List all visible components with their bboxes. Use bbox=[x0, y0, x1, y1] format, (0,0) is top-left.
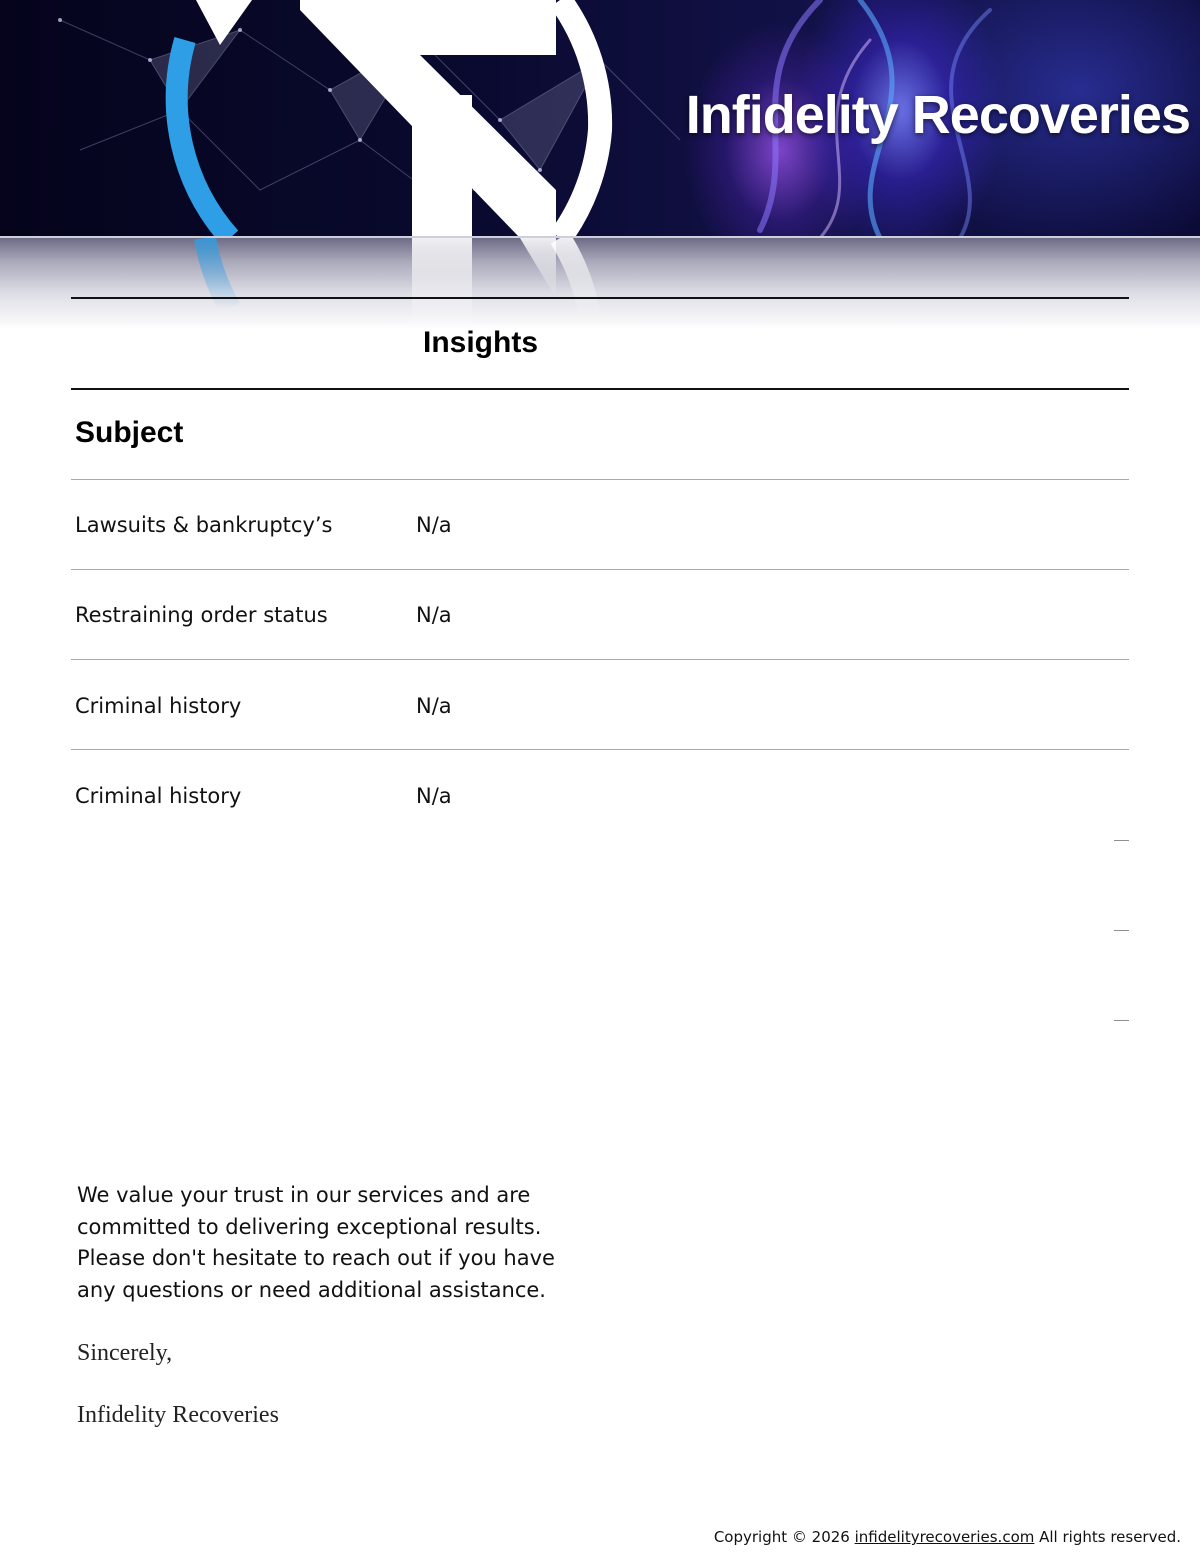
signature: Infidelity Recoveries bbox=[77, 1402, 279, 1428]
banner-reflection bbox=[0, 238, 1200, 330]
banner-title: Infidelity Recoveries bbox=[685, 85, 1190, 145]
row-value: N/a bbox=[416, 513, 452, 537]
heading-rule bbox=[71, 388, 1129, 390]
row-divider bbox=[71, 659, 1129, 660]
table-top-rule bbox=[71, 297, 1129, 299]
section-title: Subject bbox=[75, 416, 184, 449]
banner-divider bbox=[0, 236, 1200, 238]
row-divider bbox=[71, 569, 1129, 570]
row-label: Criminal history bbox=[75, 694, 242, 718]
row-value: N/a bbox=[416, 603, 452, 627]
header-banner bbox=[0, 0, 1200, 238]
row-value: N/a bbox=[416, 784, 452, 808]
row-label: Restraining order status bbox=[75, 603, 328, 627]
footer-copyright bbox=[714, 1528, 1181, 1546]
row-label: Criminal history bbox=[75, 784, 242, 808]
row-label: Lawsuits & bankruptcy’s bbox=[75, 513, 333, 537]
row-divider bbox=[71, 749, 1129, 750]
salutation: Sincerely, bbox=[77, 1340, 173, 1366]
trailing-mark bbox=[1114, 930, 1129, 931]
row-divider bbox=[71, 479, 1129, 480]
copyright-prefix: Copyright © 2026 bbox=[713, 1528, 855, 1546]
table-heading: Insights bbox=[423, 326, 539, 359]
trailing-mark bbox=[1114, 840, 1129, 841]
row-value: N/a bbox=[416, 694, 452, 718]
website-link[interactable]: infidelityrecoveries.com bbox=[854, 1528, 1035, 1546]
copyright-suffix: All rights reserved. bbox=[1034, 1528, 1181, 1546]
trailing-mark bbox=[1114, 1020, 1129, 1021]
closing-message: We value your trust in our services and are committed to delivering exceptional results. Please don't hesitate to reach out if you have any questions or need additional assistance. bbox=[77, 1183, 555, 1302]
